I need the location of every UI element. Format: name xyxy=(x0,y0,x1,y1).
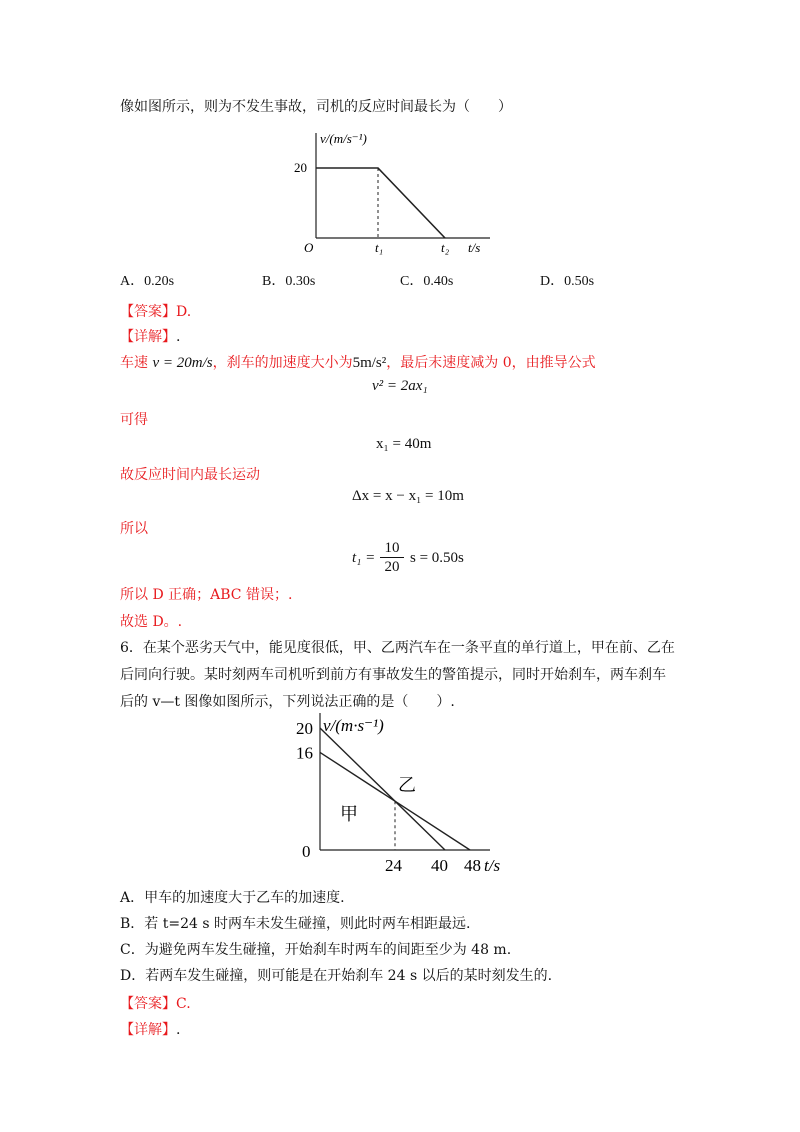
chart2-xtick-48: 48 xyxy=(464,856,481,875)
sol1-text-c: ，最后末速度减为 0，由推导公式 xyxy=(386,355,596,371)
q5-option-a-value: 0.20s xyxy=(144,274,175,289)
q6-answer-label: 【答案】 xyxy=(120,996,176,1012)
sol1-math-speed: v = 20m/s xyxy=(152,355,213,371)
q5-option-d-value: 0.50s xyxy=(564,274,595,289)
q6-stem-line2: 后同向行驶。某时刻两车司机听到前方有事故发生的警笛提示，同时开始刹车，两车刹车 xyxy=(120,667,666,683)
q5-option-a[interactable] xyxy=(120,270,174,290)
chart2-series-yi-line xyxy=(320,728,445,850)
q5-answer xyxy=(120,301,191,321)
q5-option-c-key: C． xyxy=(400,274,424,289)
q5-option-d[interactable] xyxy=(540,270,594,290)
q5-sol-line1 xyxy=(120,352,596,372)
chart2-ytick-16: 16 xyxy=(296,743,313,763)
chart2-ytick-0: 0 xyxy=(302,842,311,861)
q5-detail-tail: . xyxy=(176,329,181,345)
q5-sol-line3: 故反应时间内最长运动 xyxy=(120,467,260,483)
q5-eq4 xyxy=(352,550,375,567)
q5-option-d-key: D． xyxy=(540,274,565,289)
chart1-xtick-t2: t₂ xyxy=(441,240,450,255)
q5-answer-label: 【答案】 xyxy=(120,304,176,320)
chart1-origin: O xyxy=(304,240,314,255)
q5-sol-line4: 所以 xyxy=(120,521,148,537)
chart2-series-jia-label: 甲 xyxy=(340,804,358,824)
q6-option-d[interactable]: D．若两车发生碰撞，则可能是在开始刹车 24 s 以后的某时刻发生的. xyxy=(120,968,553,984)
q5-eq1: v² = 2ax₁ xyxy=(372,378,428,394)
q6-vt-chart xyxy=(290,705,530,885)
q5-option-c-value: 0.40s xyxy=(423,274,454,289)
q5-eq3: Δx = x − x₁ = 10m xyxy=(352,488,464,504)
q6-detail xyxy=(120,1019,180,1039)
q5-sol-line6: 故选 D。. xyxy=(120,614,183,630)
eq4-numerator: 10 xyxy=(384,540,400,556)
q5-option-b[interactable] xyxy=(262,270,315,290)
q5-option-b-value: 0.30s xyxy=(285,274,316,289)
eq4-lhs: t₁ = xyxy=(352,550,376,566)
q5-eq4-rhs: s = 0.50s xyxy=(410,550,464,566)
chart1-ytick-20: 20 xyxy=(294,160,307,175)
q6-option-a[interactable]: A．甲车的加速度大于乙车的加速度. xyxy=(120,890,345,906)
q6-stem-line3: 后的 v—t 图像如图所示，下列说法正确的是（ ）. xyxy=(120,694,455,710)
q6-detail-tail: . xyxy=(176,1022,181,1038)
q6-option-c[interactable]: C．为避免两车发生碰撞，开始刹车时两车的间距至少为 48 m. xyxy=(120,942,512,958)
q5-detail-label: 【详解】 xyxy=(120,329,176,345)
q6-answer xyxy=(120,993,191,1013)
q5-detail xyxy=(120,326,180,346)
eq4-denominator: 20 xyxy=(384,559,400,575)
q5-vt-chart xyxy=(290,125,520,265)
chart2-series-yi-label: 乙 xyxy=(398,775,416,795)
chart2-xtick-40: 40 xyxy=(431,856,448,875)
q6-detail-label: 【详解】 xyxy=(120,1022,176,1038)
q5-option-a-key: A． xyxy=(120,274,145,289)
q5-option-b-key: B． xyxy=(262,274,286,289)
q5-sol-line2: 可得 xyxy=(120,412,148,428)
q5-sol-line5: 所以 D 正确；ABC 错误；. xyxy=(120,587,293,603)
chart1-ylabel: v/(m/s⁻¹) xyxy=(320,131,367,146)
chart2-xlabel: t/s xyxy=(484,856,501,875)
q6-option-b[interactable]: B．若 t=24 s 时两车未发生碰撞，则此时两车相距最远. xyxy=(120,916,471,932)
chart1-xtick-t1: t₁ xyxy=(375,240,384,255)
q5-eq4-fraction xyxy=(380,540,404,575)
chart1-xlabel: t/s xyxy=(468,240,481,255)
sol1-math-accel: 5m/s² xyxy=(352,355,387,371)
q5-eq2: x₁ = 40m xyxy=(376,436,432,452)
q6-stem-line1: 6．在某个恶劣天气中，能见度很低，甲、乙两汽车在一条平直的单行道上，甲在前、乙在 xyxy=(120,640,675,656)
chart2-xtick-24: 24 xyxy=(385,856,402,875)
q5-option-c[interactable] xyxy=(400,270,453,290)
chart2-ytick-20: 20 xyxy=(296,719,313,738)
sol1-text-a: 车速 xyxy=(120,355,148,371)
sol1-text-b: ，刹车的加速度大小为 xyxy=(212,355,353,371)
chart1-series-line xyxy=(316,168,445,238)
q6-answer-value: C. xyxy=(176,996,191,1012)
q5-answer-value: D. xyxy=(176,304,192,320)
chart2-ylabel: v/(m·s⁻¹) xyxy=(323,716,384,735)
q5-intro: 像如图所示，则为不发生事故，司机的反应时间最长为（ ） xyxy=(120,99,512,115)
